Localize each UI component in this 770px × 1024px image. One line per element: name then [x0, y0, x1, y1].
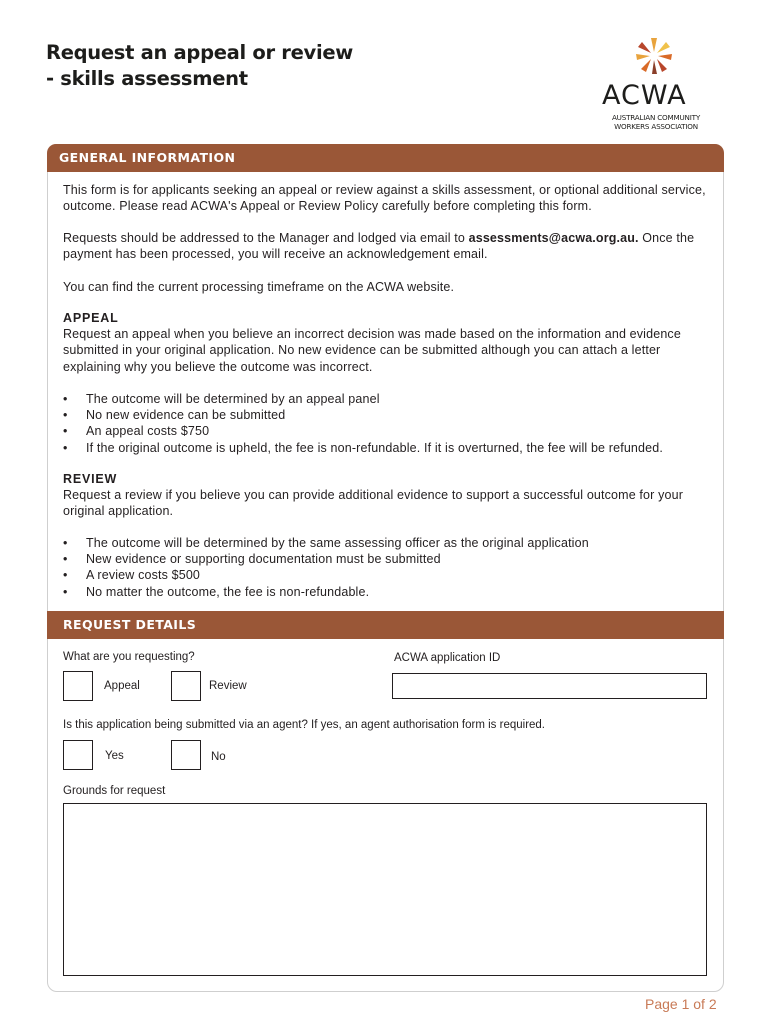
page-number: Page 1 of 2 [645, 996, 717, 1012]
requests-text-after: Once the payment has been processed, you will receive an acknowledgement email. [63, 231, 695, 262]
review-option-label: Review [209, 680, 247, 692]
title-line-1: Request an appeal or review [46, 41, 353, 64]
list-item: • The outcome will be determined by the same assessing officer as the original application [63, 535, 713, 551]
yes-option-label: Yes [105, 750, 124, 762]
no-option-label: No [211, 751, 226, 763]
application-id-input[interactable] [392, 673, 707, 699]
list-item: • No matter the outcome, the fee is non-refundable. [63, 584, 713, 600]
logo-subtitle [602, 114, 710, 131]
list-item: • New evidence or supporting documentation must be submitted [63, 551, 713, 567]
star-logo-icon [598, 36, 714, 80]
page-title [46, 40, 353, 92]
appeal-option-label: Appeal [104, 680, 140, 692]
list-item: • A review costs $500 [63, 567, 713, 583]
review-heading: REVIEW [63, 472, 118, 486]
general-information-heading: GENERAL INFORMATION [47, 144, 724, 172]
appeal-section [63, 310, 713, 375]
appeal-checkbox[interactable] [63, 671, 93, 701]
intro-paragraph: This form is for applicants seeking an appeal or review against a skills assessment, or optional additional service, outcome. Please read ACWA's Appeal or Review Policy carefully before completing this form. [63, 183, 706, 214]
appeal-heading: APPEAL [63, 311, 119, 325]
logo-wordmark: ACWA [602, 80, 687, 111]
grounds-label: Grounds for request [63, 785, 166, 797]
review-checkbox[interactable] [171, 671, 201, 701]
application-id-label: ACWA application ID [394, 652, 501, 664]
list-item: • No new evidence can be submitted [63, 407, 713, 423]
appeal-bullet-list [63, 391, 713, 456]
list-item: • The outcome will be determined by an appeal panel [63, 391, 713, 407]
review-section [63, 471, 713, 520]
timeframe-paragraph: You can find the current processing timeframe on the ACWA website. [63, 280, 455, 294]
appeal-text: Request an appeal when you believe an incorrect decision was made based on the information and evidence submitted in your original application. No new evidence can be submitted although you can attach a letter explaining why you believe the outcome was incorrect. [63, 327, 681, 374]
requesting-label: What are you requesting? [63, 651, 195, 663]
review-bullet-list [63, 535, 713, 600]
agent-no-checkbox[interactable] [171, 740, 201, 770]
agent-yes-checkbox[interactable] [63, 740, 93, 770]
review-text: Request a review if you believe you can provide additional evidence to support a successful outcome for your original application. [63, 488, 684, 519]
requests-paragraph [63, 230, 713, 262]
assessments-email-link[interactable]: assessments@acwa.org.au. [468, 231, 639, 245]
logo-subtitle-line-2: WORKERS ASSOCIATION [614, 121, 698, 131]
grounds-textarea[interactable] [63, 803, 707, 976]
request-details-heading: REQUEST DETAILS [47, 611, 724, 639]
title-line-2: - skills assessment [46, 67, 248, 90]
list-item: • If the original outcome is upheld, the fee is non-refundable. If it is overturned, the fee will be refunded. [63, 440, 713, 456]
requests-text-before: Requests should be addressed to the Manager and lodged via email to [63, 231, 469, 245]
agent-question-label: Is this application being submitted via an agent? If yes, an agent authorisation form is required. [63, 719, 546, 731]
list-item: • An appeal costs $750 [63, 423, 713, 439]
logo-subtitle-line-1: AUSTRALIAN COMMUNITY [611, 113, 701, 122]
acwa-logo [598, 36, 714, 136]
